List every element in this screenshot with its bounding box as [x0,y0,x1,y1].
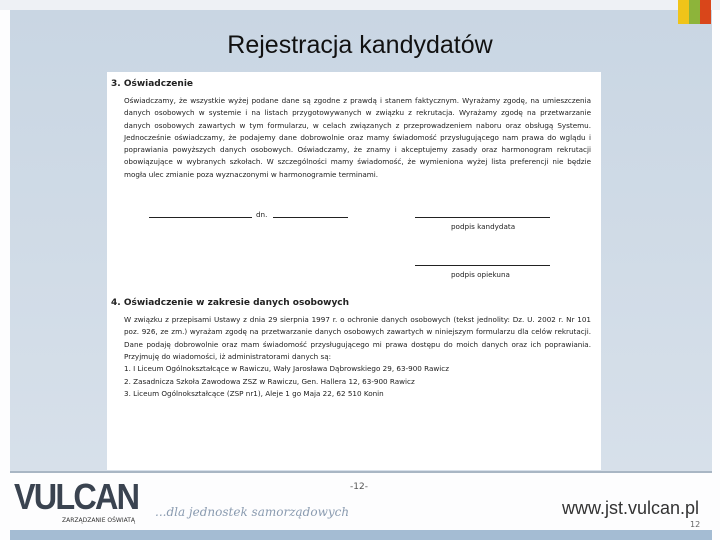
date-line [273,217,348,218]
signature-area [111,181,597,293]
tagline: ...dla jednostek samorządowych [155,505,350,519]
admin-item: 2. Zasadnicza Szkoła Zawodowa ZSZ w Rawiczu, Gen. Hallera 12, 63-900 Rawicz [124,376,415,386]
vulcan-logo: VULCAN [14,476,139,517]
bottom-bar [10,530,712,540]
admin-item: 3. Liceum Ogólnokształcące (ZSP nr1), Aleje 1 go Maja 22, 62 510 Konin [124,388,384,398]
section-3-text: Oświadczamy, że wszystkie wyżej podane dane są zgodne z prawdą i stanem faktycznym. Wyrażamy zgodę, na umieszczenia danych osobowych w systemie i na listach przygotowywanych w związku z rekrutacja. Wyrażamy zgodę na przetwarzanie danych osobowych zawartych w tym formularzu, w celach związanych z przeprowadzeniem naboru oraz obsługą Systemu. Jednocześnie oświadczamy, że podajemy dane dobrowolnie oraz mamy świadomość przysługującego nam prawa do wglądu i poprawiania powyższych danych osobowych. Oświadczamy, że znamy i akceptujemy zasady oraz harmonogram rekrutacji obowiązujące w wybranych szkołach. W szczególności mamy świadomość, że wymieniona wyżej lista preferencji nie będzie mogła ulec zmianie poza wyznaczonymi w harmonogramie terminami. [124,96,591,179]
candidate-signature-label: podpis kandydata [451,222,516,232]
slide-number: 12 [690,520,701,529]
place-line [149,217,252,218]
logo-subtitle: ZARZĄDZANIE OŚWIATĄ [62,517,136,524]
top-band [0,0,720,10]
stripe-green [689,0,700,24]
stripe-red [700,0,711,24]
candidate-signature-line [415,217,550,218]
stripe-yellow [678,0,689,24]
website-url: www.jst.vulcan.pl [562,498,700,518]
date-label: dn. [256,210,268,220]
guardian-signature-label: podpis opiekuna [451,270,510,280]
section-4-heading: 4. Oświadczenie w zakresie danych osobowych [111,298,350,309]
page-number: -12- [350,482,368,492]
guardian-signature-line [415,265,550,266]
slide-title: Rejestracja kandydatów [227,31,493,59]
section-3-heading: 3. Oświadczenie [111,79,194,89]
section-4-text: W związku z przepisami Ustawy z dnia 29 sierpnia 1997 r. o ochronie danych osobowych (tekst jednolity: Dz. U. 2002 r. Nr 101 poz. 926, ze zm.) wyrażam zgodę na przetwarzanie danych osobowych zawartych w niniejszym formularzu dla celów rekrutacji. Dane podaję dobrowolnie oraz mam świadomość przysługującego mi prawa dostępu do moich danych oraz ich poprawiania. Przyjmuję do wiadomości, iż administratorami danych są: [124,315,591,361]
admin-item: 1. I Liceum Ogólnokształcące w Rawiczu, Wały Jarosława Dąbrowskiego 29, 63-900 Rawicz [124,364,449,374]
color-stripes [678,0,711,24]
document-screenshot [107,72,601,470]
